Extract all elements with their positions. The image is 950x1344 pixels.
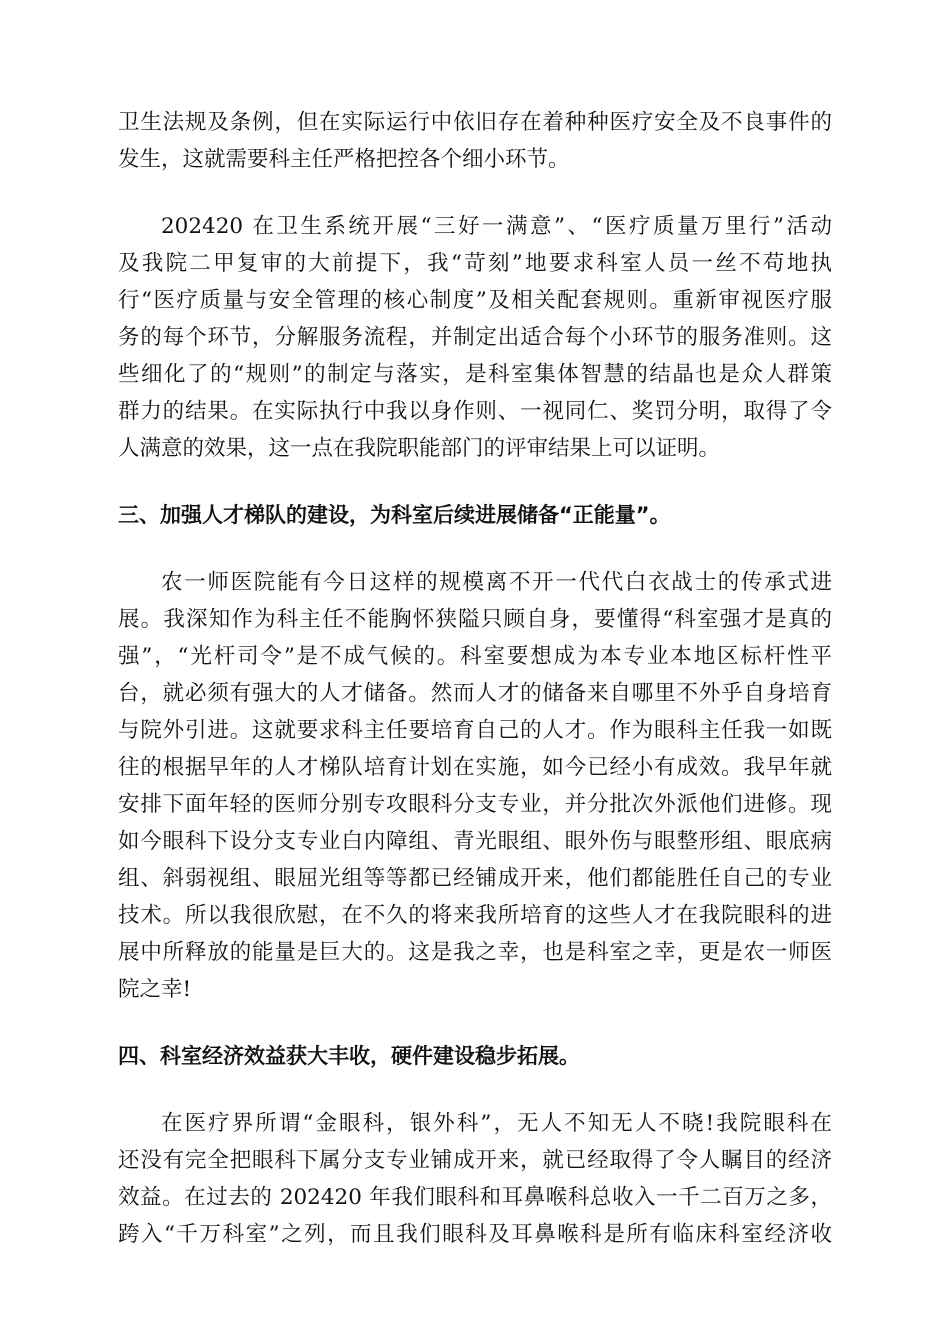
text-line: 些细化了的“规则”的制定与落实，是科室集体智慧的结晶也是众人群策 <box>118 362 832 387</box>
paragraph-continuation <box>118 104 832 178</box>
text-line: 及我院二甲复审的大前提下，我“苛刻”地要求科室人员一丝不苟地执 <box>118 251 832 276</box>
text-line: 效益。在过去的 202420 年我们眼科和耳鼻喉科总收入一千二百万之多， <box>118 1185 832 1210</box>
text-line: 技术。所以我很欣慰，在不久的将来我所培育的这些人才在我院眼科的进 <box>118 903 832 928</box>
text-line: 强”，“光杆司令”是不成气候的。科室要想成为本专业本地区标杆性平 <box>118 644 832 669</box>
text-line: 展中所释放的能量是巨大的。这是我之幸，也是科室之幸，更是农一师医 <box>118 940 832 965</box>
text-line: 安排下面年轻的医师分别专攻眼科分支专业，并分批次外派他们进修。现 <box>118 792 832 817</box>
text-line: 往的根据早年的人才梯队培育计划在实施，如今已经小有成效。我早年就 <box>118 755 832 780</box>
text-line: 务的每个环节，分解服务流程，并制定出适合每个小环节的服务准则。这 <box>118 325 832 350</box>
text-line: 202420 在卫生系统开展“三好一满意”、“医疗质量万里行”活动 <box>161 214 832 239</box>
heading-text: 四、科室经济效益获大丰收，硬件建设稳步拓展。 <box>118 1044 580 1068</box>
section-heading-economics <box>118 1038 832 1075</box>
text-line: 群力的结果。在实际执行中我以身作则、一视同仁、奖罚分明，取得了令 <box>118 399 832 424</box>
text-line: 台，就必须有强大的人才储备。然而人才的储备来自哪里不外乎自身培育 <box>118 681 832 706</box>
text-line: 行“医疗质量与安全管理的核心制度”及相关配套规则。重新审视医疗服 <box>118 288 832 313</box>
text-line: 院之幸! <box>118 977 192 1002</box>
text-line: 发生，这就需要科主任严格把控各个细小环节。 <box>118 147 570 172</box>
text-line: 还没有完全把眼科下属分支专业铺成开来，就已经取得了令人瞩目的经济 <box>118 1148 832 1173</box>
text-line: 展。我深知作为科主任不能胸怀狭隘只顾自身，要懂得“科室强才是真的 <box>118 607 832 632</box>
section-heading-talent <box>118 497 832 534</box>
text-line: 组、斜弱视组、眼屈光组等等都已经铺成开来，他们都能胜任自己的专业 <box>118 866 832 891</box>
text-line: 卫生法规及条例，但在实际运行中依旧存在着种种医疗安全及不良事件的 <box>118 110 832 135</box>
paragraph-talent <box>118 564 832 1008</box>
text-line: 如今眼科下设分支专业白内障组、青光眼组、眼外伤与眼整形组、眼底病 <box>118 829 832 854</box>
text-line: 人满意的效果，这一点在我院职能部门的评审结果上可以证明。 <box>118 436 721 461</box>
heading-text: 三、加强人才梯队的建设，为科室后续进展储备“正能量”。 <box>118 503 671 527</box>
text-line: 在医疗界所谓“金眼科，银外科”，无人不知无人不晓!我院眼科在 <box>161 1111 832 1136</box>
text-line: 与院外引进。这就要求科主任要培育自己的人才。作为眼科主任我一如既 <box>118 718 832 743</box>
text-line: 农一师医院能有今日这样的规模离不开一代代白衣战士的传承式进 <box>161 570 832 595</box>
text-line: 跨入“千万科室”之列，而且我们眼科及耳鼻喉科是所有临床科室经济收 <box>118 1222 832 1247</box>
paragraph-quality-management <box>118 208 832 467</box>
paragraph-economics <box>118 1105 832 1253</box>
